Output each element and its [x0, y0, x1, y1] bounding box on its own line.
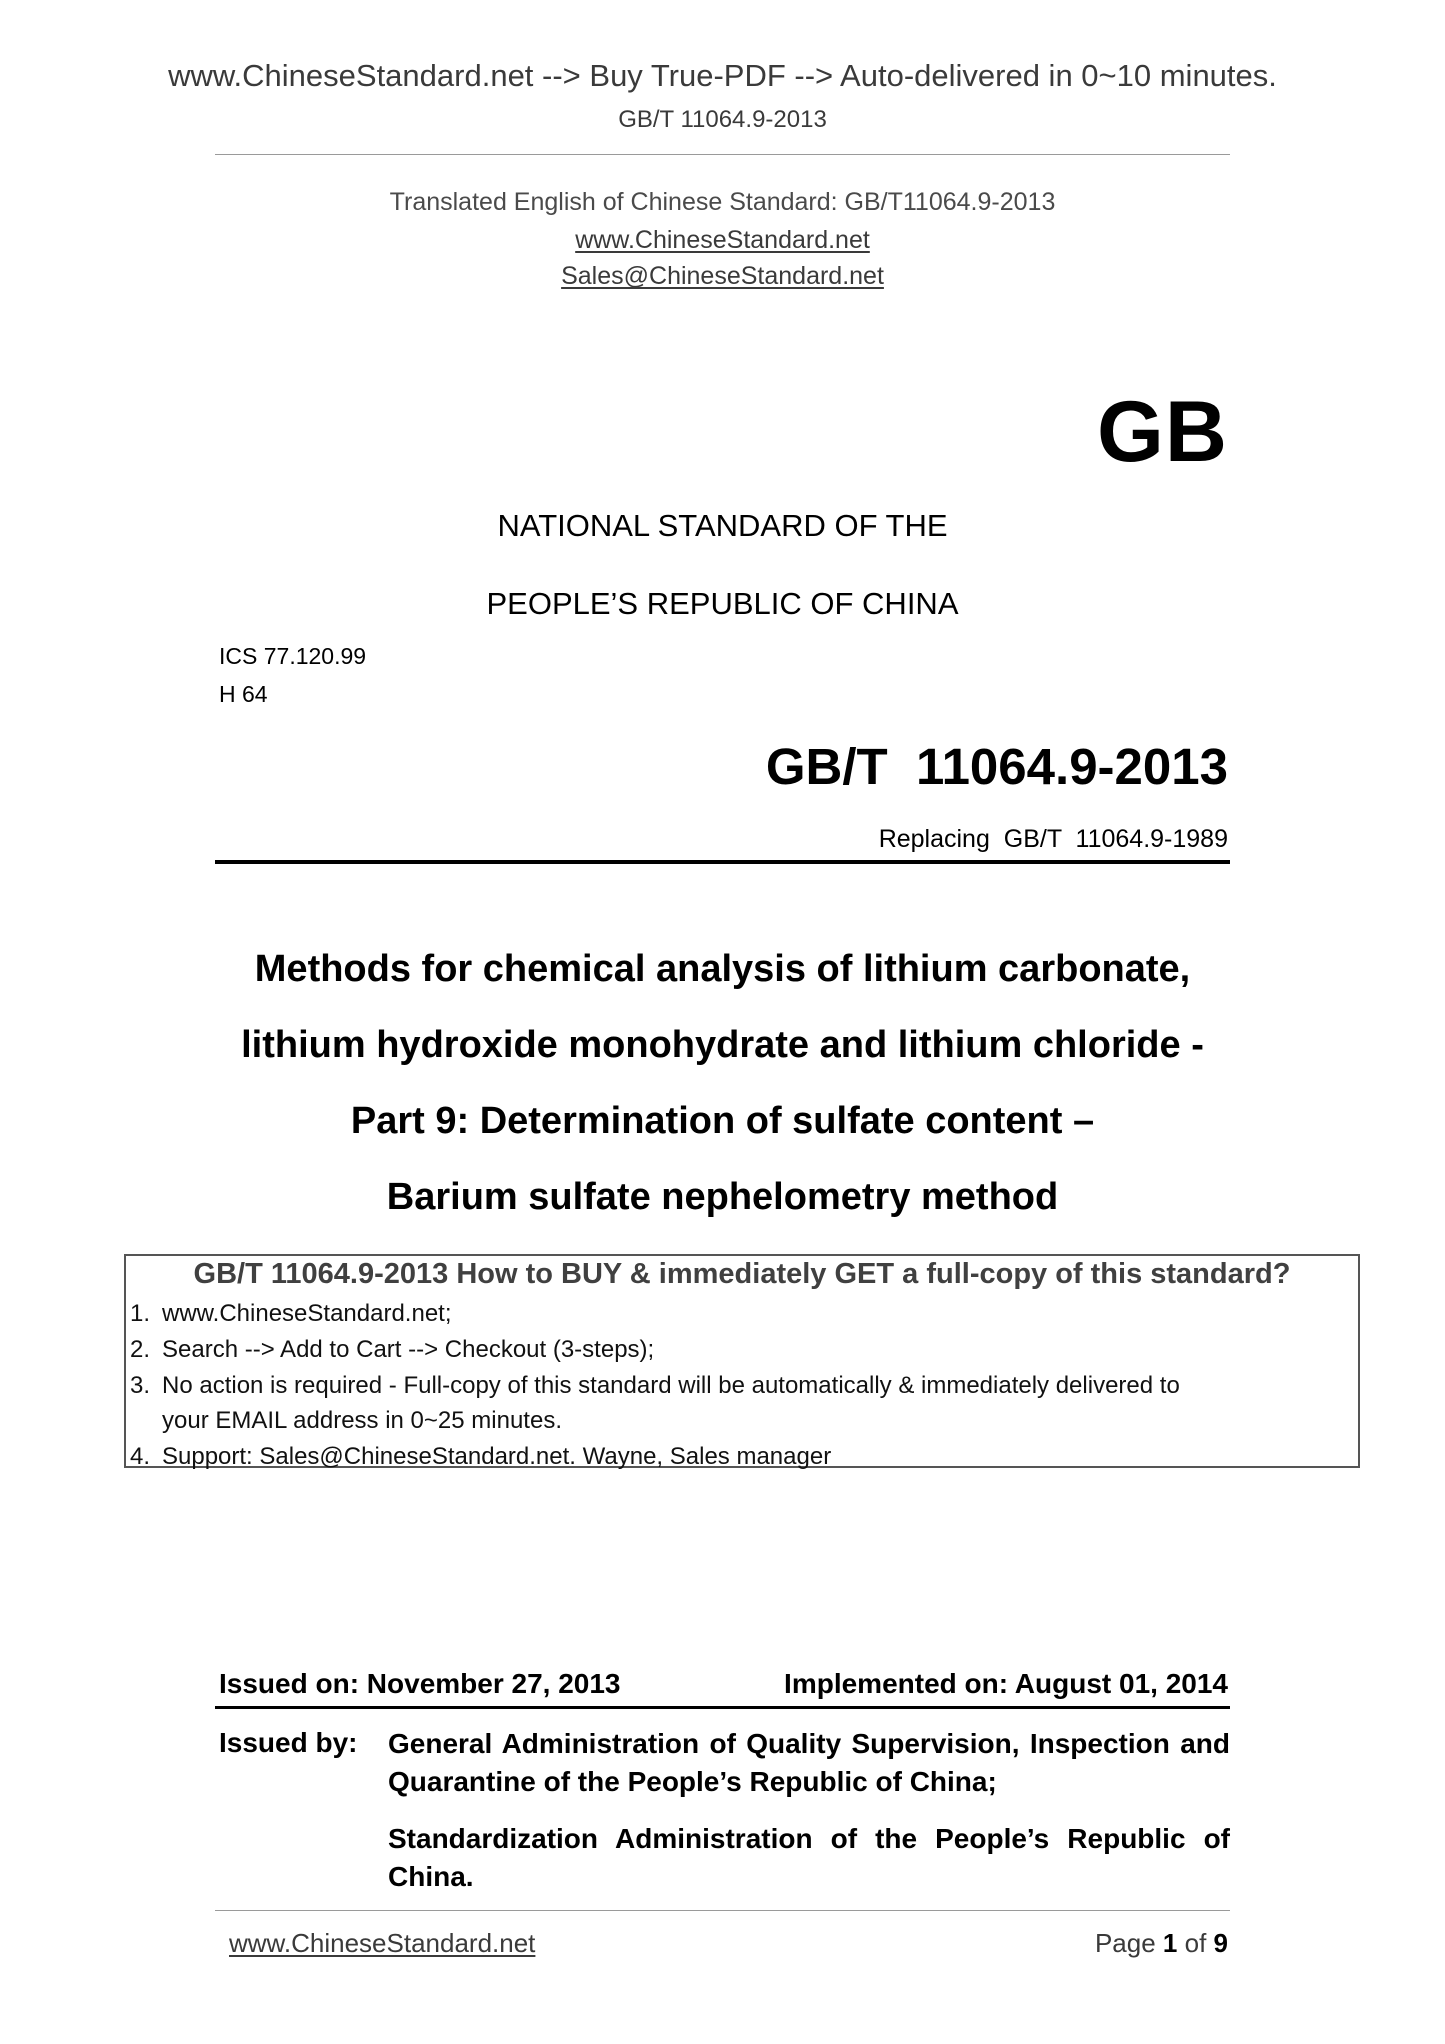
page-separator: of	[1184, 1928, 1207, 1958]
issue-divider	[215, 1706, 1230, 1709]
classification-code: H 64	[219, 681, 268, 707]
ics-code: ICS 77.120.99	[219, 643, 367, 669]
site-link[interactable]: www.ChineseStandard.net	[575, 226, 870, 254]
buy-step	[130, 1443, 831, 1471]
step-text: your EMAIL address in 0~25 minutes.	[162, 1407, 562, 1434]
step-text: No action is required - Full-copy of this standard will be automatically & immediately delivered to	[162, 1372, 1180, 1399]
issuer-sac: Standardization Administration of the People’s Republic of China.	[388, 1823, 1230, 1892]
footer-divider	[215, 1910, 1230, 1911]
email-link-container	[0, 262, 1445, 291]
footer-site-container	[229, 1928, 535, 1959]
step-number: 4.	[130, 1443, 151, 1470]
replacing-note: Replacing GB/T 11064.9-1989	[878, 825, 1228, 853]
page-current: 1	[1162, 1928, 1178, 1958]
title-line-4: Barium sulfate nephelometry method	[386, 1176, 1059, 1218]
promo-line: www.ChineseStandard.net --> Buy True-PDF --> Auto-delivered in 0~10 minutes.	[168, 58, 1277, 93]
national-standard-line1: NATIONAL STANDARD OF THE	[497, 508, 948, 543]
step-number: 2.	[130, 1336, 151, 1363]
header-standard-code: GB/T 11064.9-2013	[618, 106, 827, 133]
title-divider	[215, 860, 1230, 864]
implemented-on-date: Implemented on: August 01, 2014	[784, 1668, 1228, 1699]
site-link-container	[0, 226, 1445, 255]
buy-step-continuation	[162, 1407, 562, 1435]
gb-mark: GB	[1097, 384, 1228, 480]
issued-by-label: Issued by:	[219, 1727, 358, 1758]
step-text: Support: Sales@ChineseStandard.net. Wayne, Sales manager	[162, 1443, 832, 1470]
step-text: Search --> Add to Cart --> Checkout (3-steps);	[162, 1336, 655, 1363]
step-text[interactable]: www.ChineseStandard.net;	[162, 1300, 452, 1327]
translation-label: Translated English of Chinese Standard: GB/T11064.9-2013	[389, 188, 1056, 216]
page-indicator	[1095, 1928, 1228, 1959]
buy-step	[130, 1300, 452, 1328]
issuer-aqsiq: General Administration of Quality Supervision, Inspection and Quarantine of the People’s Republic of China;	[388, 1728, 1230, 1797]
page-total: 9	[1213, 1928, 1228, 1958]
title-line-1: Methods for chemical analysis of lithium carbonate,	[254, 948, 1191, 990]
page-prefix: Page	[1094, 1928, 1156, 1958]
national-standard-line2: PEOPLE’S REPUBLIC OF CHINA	[486, 586, 959, 621]
footer-site-link[interactable]: www.ChineseStandard.net	[229, 1928, 536, 1958]
step-number: 1.	[130, 1300, 151, 1327]
issued-on-date: Issued on: November 27, 2013	[219, 1668, 621, 1699]
title-line-3: Part 9: Determination of sulfate content –	[350, 1100, 1095, 1142]
header-divider	[215, 154, 1230, 155]
buy-box-heading: GB/T 11064.9-2013 How to BUY & immediately GET a full-copy of this standard?	[193, 1258, 1291, 1290]
buy-step	[130, 1336, 654, 1364]
buy-step	[130, 1372, 1180, 1400]
standard-number: GB/T 11064.9-2013	[765, 738, 1228, 795]
sales-email-link[interactable]: Sales@ChineseStandard.net	[561, 262, 884, 290]
title-line-2: lithium hydroxide monohydrate and lithium chloride -	[241, 1024, 1204, 1066]
step-number: 3.	[130, 1372, 151, 1399]
buy-instructions-box	[124, 1254, 1360, 1468]
